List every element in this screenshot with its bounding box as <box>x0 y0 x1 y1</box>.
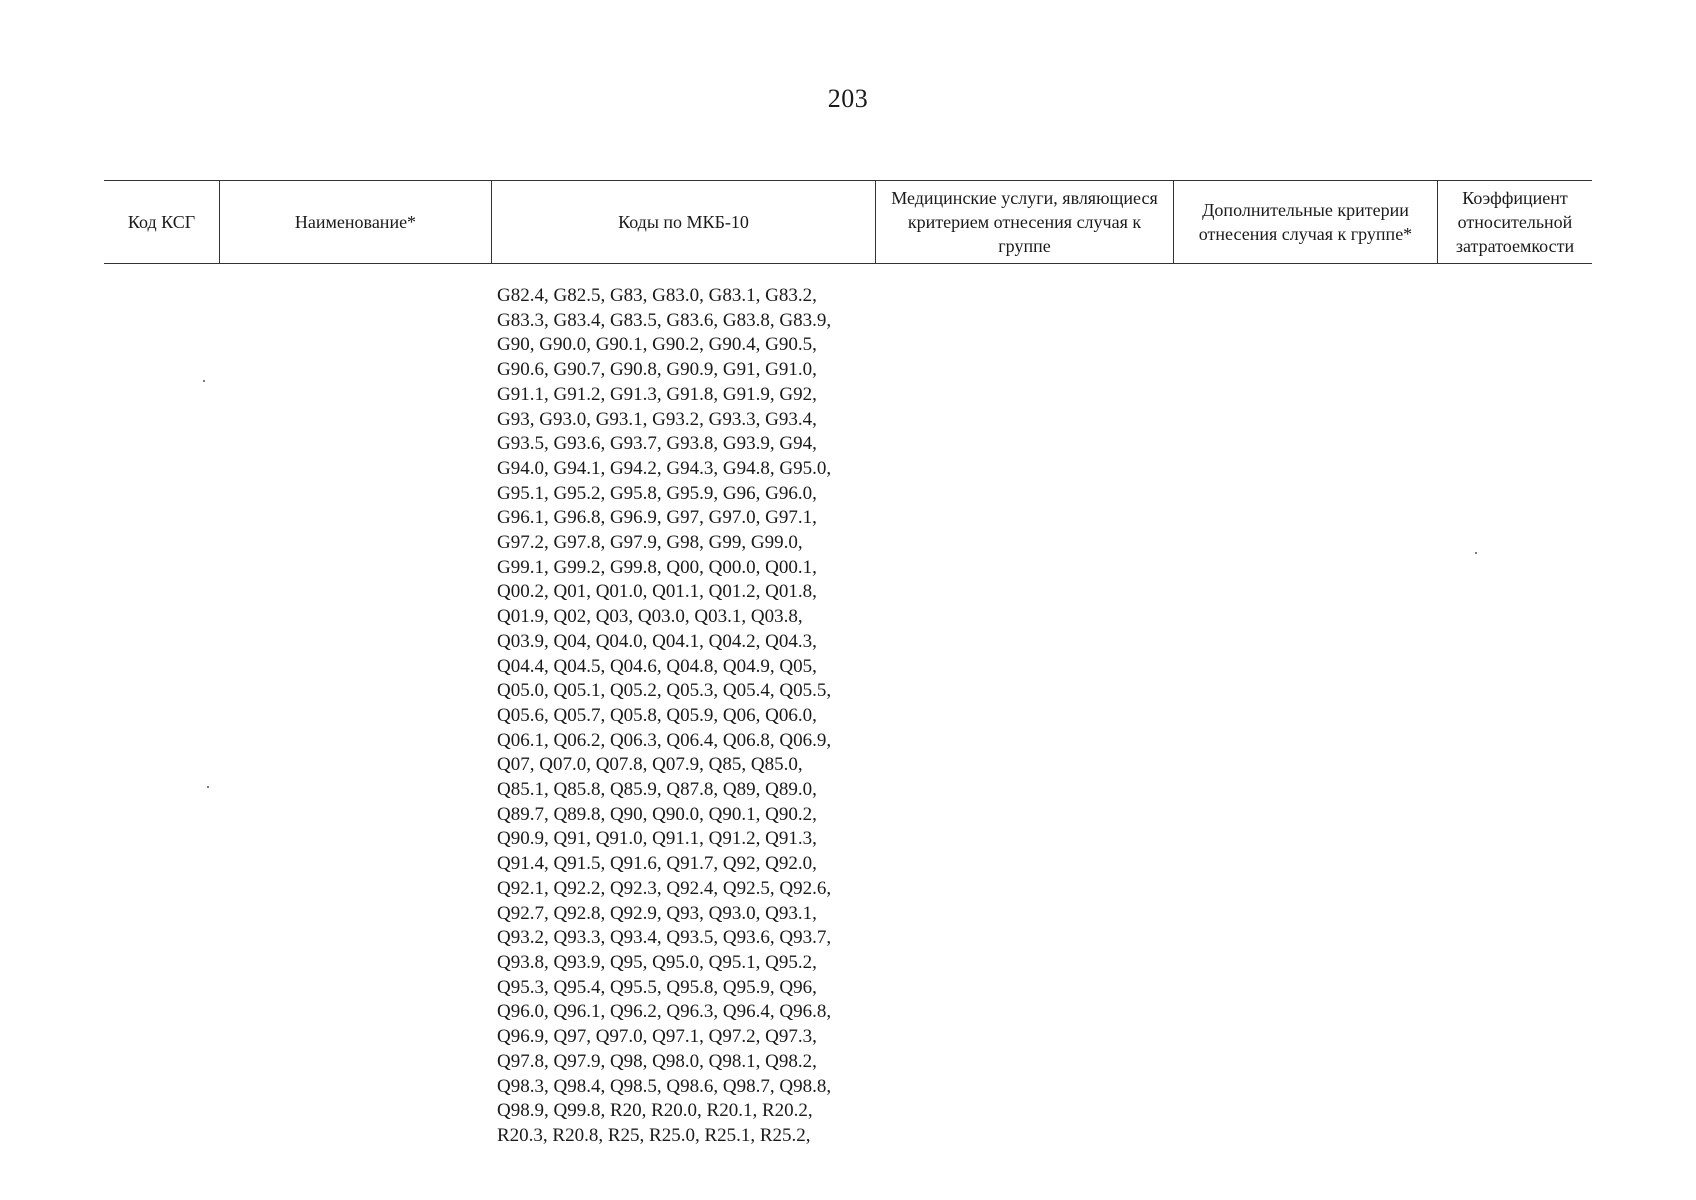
mkb-codes-line: G90, G90.0, G90.1, G90.2, G90.4, G90.5, <box>497 334 817 356</box>
mkb-codes-line: G82.4, G82.5, G83, G83.0, G83.1, G83.2, <box>497 285 817 306</box>
mkb-codes-line: Q95.3, Q95.4, Q95.5, Q95.8, Q95.9, Q96, <box>497 976 817 998</box>
mkb-codes-line: Q92.1, Q92.2, Q92.3, Q92.4, Q92.5, Q92.6, <box>497 877 832 899</box>
page-number: 203 <box>827 84 869 113</box>
header-name: Наименование* <box>220 181 492 263</box>
mkb-codes-line: Q92.7, Q92.8, Q92.9, Q93, Q93.0, Q93.1, <box>497 902 817 924</box>
mkb-codes-line: Q06.1, Q06.2, Q06.3, Q06.4, Q06.8, Q06.9, <box>497 729 832 751</box>
mkb-codes-line: G90.6, G90.7, G90.8, G90.9, G91, G91.0, <box>497 359 817 381</box>
scan-speck <box>207 786 209 788</box>
mkb-codes-line: Q90.9, Q91, Q91.0, Q91.1, Q91.2, Q91.3, <box>497 828 817 850</box>
mkb-codes-line: Q93.2, Q93.3, Q93.4, Q93.5, Q93.6, Q93.7, <box>497 927 832 949</box>
mkb-codes-line: G96.1, G96.8, G96.9, G97, G97.0, G97.1, <box>497 507 817 529</box>
mkb-codes-line: G94.0, G94.1, G94.2, G94.3, G94.8, G95.0, <box>497 457 832 479</box>
mkb-codes-line: Q91.4, Q91.5, Q91.6, Q91.7, Q92, Q92.0, <box>497 853 817 875</box>
mkb-codes-line: R20.3, R20.8, R25, R25.0, R25.1, R25.2, <box>497 1124 811 1146</box>
mkb-codes-line: Q85.1, Q85.8, Q85.9, Q87.8, Q89, Q89.0, <box>497 779 817 801</box>
header-mkb-codes: Коды по МКБ-10 <box>492 181 876 263</box>
mkb-codes-line: Q97.8, Q97.9, Q98, Q98.0, Q98.1, Q98.2, <box>497 1050 817 1072</box>
mkb-codes-line: Q07, Q07.0, Q07.8, Q07.9, Q85, Q85.0, <box>497 754 803 776</box>
mkb-codes-line: Q00.2, Q01, Q01.0, Q01.1, Q01.2, Q01.8, <box>497 581 817 603</box>
mkb-codes-line: Q96.0, Q96.1, Q96.2, Q96.3, Q96.4, Q96.8, <box>497 1001 832 1023</box>
mkb-codes-line: Q01.9, Q02, Q03, Q03.0, Q03.1, Q03.8, <box>497 606 803 628</box>
header-ksg-code: Код КСГ <box>104 181 220 263</box>
mkb-codes-line: Q05.6, Q05.7, Q05.8, Q05.9, Q06, Q06.0, <box>497 704 817 726</box>
mkb-codes-line: G99.1, G99.2, G99.8, Q00, Q00.0, Q00.1, <box>497 556 817 578</box>
mkb-codes-line: G97.2, G97.8, G97.9, G98, G99, G99.0, <box>497 532 803 554</box>
header-medical-services: Медицинские услуги, являющиеся критерием отнесения случая к группе <box>876 181 1174 263</box>
mkb-codes-cell <box>497 284 887 1149</box>
mkb-codes-line: Q03.9, Q04, Q04.0, Q04.1, Q04.2, Q04.3, <box>497 630 817 652</box>
mkb-codes-line: G95.1, G95.2, G95.8, G95.9, G96, G96.0, <box>497 482 817 504</box>
mkb-codes-line: Q98.3, Q98.4, Q98.5, Q98.6, Q98.7, Q98.8, <box>497 1075 832 1097</box>
header-cost-coefficient: Коэффициент относительной затратоемкости <box>1455 188 1575 256</box>
mkb-codes-line: Q93.8, Q93.9, Q95, Q95.0, Q95.1, Q95.2, <box>497 951 817 973</box>
mkb-codes-line: G83.3, G83.4, G83.5, G83.6, G83.8, G83.9, <box>497 309 832 331</box>
mkb-codes-line: Q96.9, Q97, Q97.0, Q97.1, Q97.2, Q97.3, <box>497 1026 817 1048</box>
table-header-row <box>104 180 1592 264</box>
mkb-codes-line: G93, G93.0, G93.1, G93.2, G93.3, G93.4, <box>497 408 817 430</box>
mkb-codes-line: G93.5, G93.6, G93.7, G93.8, G93.9, G94, <box>497 433 817 455</box>
header-additional-criteria: Дополнительные критерии отнесения случая к группе* <box>1174 181 1438 263</box>
mkb-codes-line: Q89.7, Q89.8, Q90, Q90.0, Q90.1, Q90.2, <box>497 803 817 825</box>
scan-speck <box>1475 552 1477 554</box>
mkb-codes-line: Q05.0, Q05.1, Q05.2, Q05.3, Q05.4, Q05.5, <box>497 680 832 702</box>
mkb-codes-line: Q98.9, Q99.8, R20, R20.0, R20.1, R20.2, <box>497 1100 813 1122</box>
mkb-codes-line: Q04.4, Q04.5, Q04.6, Q04.8, Q04.9, Q05, <box>497 655 817 677</box>
scan-speck <box>203 380 205 382</box>
mkb-codes-line: G91.1, G91.2, G91.3, G91.8, G91.9, G92, <box>497 383 817 405</box>
